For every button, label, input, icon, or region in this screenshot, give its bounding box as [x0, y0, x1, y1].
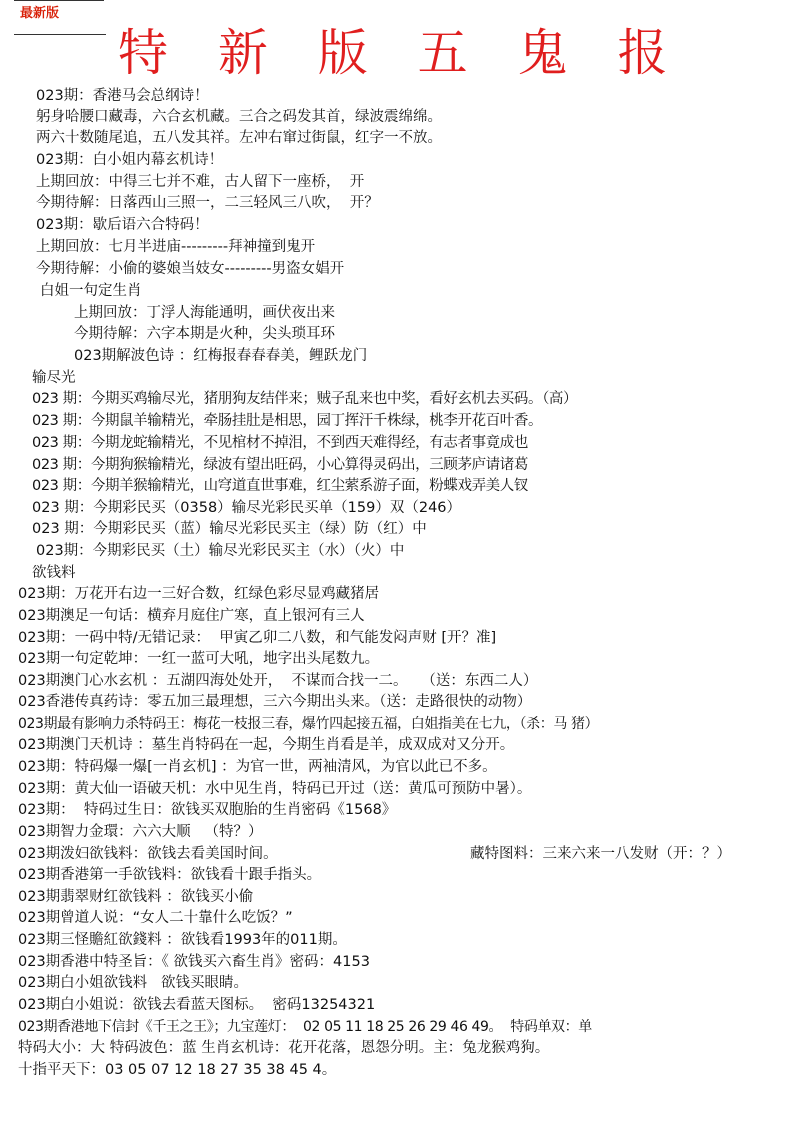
text-line: 023 期：今期狗猴输精光，绿波有望出旺码，小心算得灵码出，三顾茅庐请诸葛	[32, 457, 528, 473]
text-line: 023期：香港马会总纲诗！	[36, 88, 209, 104]
text-line: 躬身哈腰口藏毒，六合玄机藏。三合之码发其首，绿波震绵绵。	[36, 109, 442, 125]
text-line: 023期澳足一句话：横弃月庭住广寒，直上银河有三人	[18, 608, 365, 624]
top-rule	[14, 0, 104, 1]
text-line: 023 期：今期鼠羊输精光，牵肠挂肚是相思，园丁挥汗千株绿，桃李开花百叶香。	[32, 413, 543, 429]
text-line: 023 期：今期羊猴输精光，山穹道直世事难，红尘萦系游子面，粉蝶戏弄美人钗	[32, 478, 528, 494]
text-line: 023期：万花开右边一三好合数，红绿色彩尽显鸡藏猪居	[18, 586, 380, 602]
text-line: 特码大小：大 特码波色：蓝 生肖玄机诗：花开花落，恩怨分明。主：兔龙猴鸡狗。	[18, 1040, 550, 1056]
text-line: 023期最有影响力杀特码王：梅花一枝报三春，爆竹四起接五福，白姐指美在七九，（杀：马 猪）	[18, 716, 599, 732]
section-heading: 白姐一句定生肖	[40, 283, 142, 299]
text-line: 023期：歇后语六合特码！	[36, 217, 209, 233]
text-line: 023期澳门天机诗 ：墓生肖特码在一起，今期生肖看是羊，成双成对又分开。	[18, 737, 515, 753]
text-line: 藏特图料：三来六来一八发财（开：？）	[470, 846, 731, 862]
text-line: 今期待解：六字本期是火种，尖头琐耳环	[74, 326, 335, 342]
text-line: 023期香港第一手欲钱料：欲钱看十跟手指头。	[18, 867, 322, 883]
section-heading: 欲钱料	[32, 565, 76, 581]
text-line: 023期解波色诗 ：红梅报春春春美，鲤跃龙门	[74, 348, 368, 364]
text-line: 023期三怪贍紅欲錢料 ：欲钱看1993年的011期。	[18, 932, 347, 948]
text-line: 023 期：今期彩民买（蓝）输尽光彩民买主（绿）防（红）中	[32, 521, 427, 537]
text-line: 023 期：今期龙蛇输精光，不见棺材不掉泪，不到西天难得经，有志者事竟成也	[32, 435, 528, 451]
text-line: 023期一句定乾坤：一红一蓝可大吼，地字出头尾数九。	[18, 651, 380, 667]
text-line: 023期智力金環：六六大顺 （特？）	[18, 824, 263, 840]
text-line: 上期回放：中得三七并不难，古人留下一座桥， 开	[36, 174, 365, 190]
text-line: 023香港传真药诗：零五加三最理想，三六今期出头来。（送：走路很快的动物）	[18, 694, 532, 710]
text-line: 023期泼妇欲钱料：欲钱去看美国时间。	[18, 846, 278, 862]
text-line: 上期回放：丁浮人海能通明，画伏夜出来	[74, 305, 335, 321]
text-line: 023期翡翠财红欲钱料 ：欲钱买小偷	[18, 889, 254, 905]
text-line: 023期香港中特圣旨：《 欲钱买六畜生肖》密码：4153	[18, 954, 370, 970]
text-line: 023期白小姐说：欲钱去看蓝天图标。 密码13254321	[18, 997, 376, 1013]
text-line: 今期待解：日落西山三照一，二三轻风三八吹， 开？	[36, 195, 379, 211]
section-heading: 输尽光	[32, 370, 76, 386]
text-line: 两六十数随尾追，五八发其祥。左冲右窜过街鼠，红字一不放。	[36, 130, 442, 146]
text-line: 023 期：今期买鸡输尽光，猪朋狗友结伴来；贼子乱来也中奖，看好玄机去买码。（高）	[32, 391, 578, 407]
text-line: 023期曾道人说：“女人二十靠什么吃饭？”	[18, 910, 293, 926]
text-line: 023期：今期彩民买（土）输尽光彩民买主（水）（火）中	[36, 543, 405, 559]
text-line: 上期回放：七月半进庙---------拜神撞到鬼开	[36, 239, 316, 255]
text-line: 023 期：今期彩民买（0358）输尽光彩民买单（159）双（246）	[32, 500, 462, 516]
text-line: 023期：黄大仙一语破天机：水中见生肖，特码已开过（送：黄瓜可预防中暑）。	[18, 781, 532, 797]
text-line: 023期澳门心水玄机 ：五湖四海处处开， 不谋而合找一二。 （送：东西二人）	[18, 673, 538, 689]
text-line: 今期待解：小偷的婆娘当妓女---------男盗女娼开	[36, 261, 345, 277]
badge-underline	[14, 34, 106, 35]
text-line: 023期白小姐欲钱料 欲钱买眼睛。	[18, 975, 249, 991]
text-line: 十指平天下：03 05 07 12 18 27 35 38 45 4。	[18, 1062, 337, 1078]
text-line: 023期：白小姐内幕玄机诗！	[36, 152, 224, 168]
text-line: 023期：特码爆一爆[一肖玄机] ：为官一世，两袖清风，为官以此已不多。	[18, 759, 497, 775]
text-line: 023期： 特码过生日：欲钱买双胞胎的生肖密码《1568》	[18, 802, 397, 818]
text-line: 023期：一码中特/无错记录： 甲寅乙卯二八数，和气能发闷声财 [开？准]	[18, 630, 497, 646]
latest-edition-badge: 最新版	[20, 6, 60, 21]
page-title: 特 新 版 五 鬼 报	[118, 24, 685, 82]
text-line: 023期香港地下信封《千王之王》；九宝莲灯： 02 05 11 18 25 26 29 46 49。 特码单双：单	[18, 1019, 592, 1035]
